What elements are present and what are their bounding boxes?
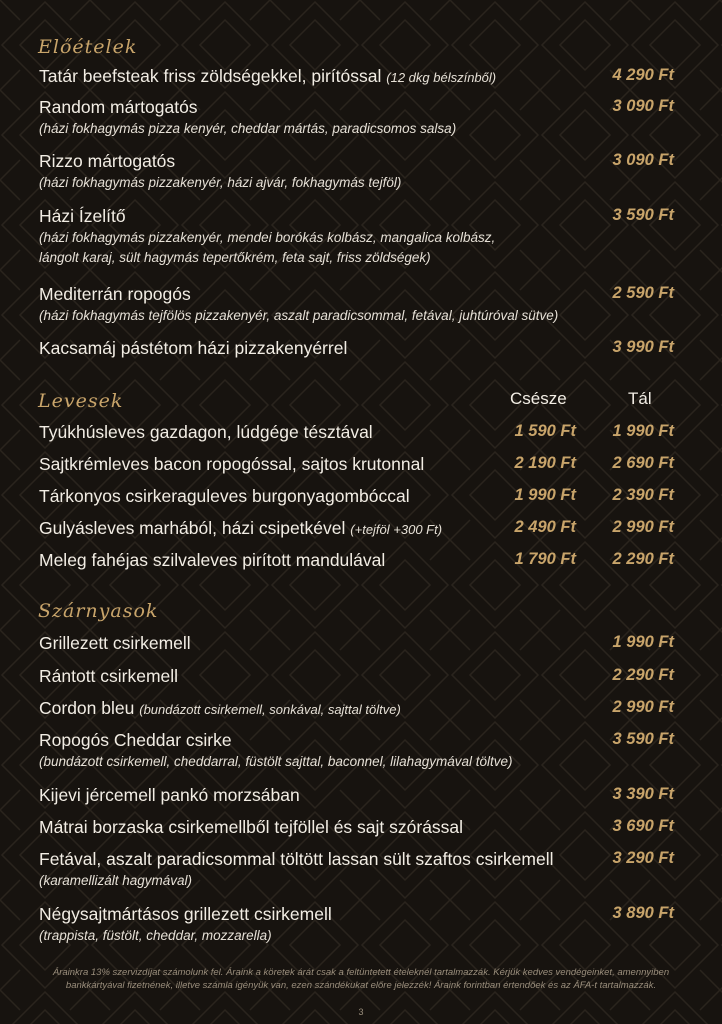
menu-item bbox=[39, 816, 463, 838]
item-name: Meleg fahéjas szilvaleves pirított mandulával bbox=[39, 550, 386, 570]
item-price-bowl: 2 690 Ft bbox=[612, 454, 674, 472]
item-price-cup: 1 590 Ft bbox=[514, 422, 576, 440]
item-note: (+tejföl +300 Ft) bbox=[350, 522, 443, 537]
column-header-cup: Csésze bbox=[510, 389, 567, 408]
item-price: 3 290 Ft bbox=[612, 849, 674, 867]
menu-item bbox=[39, 517, 442, 541]
menu-item bbox=[39, 729, 512, 771]
item-name: Rizzo mártogatós bbox=[39, 151, 176, 171]
item-name: Sajtkrémleves bacon ropogóssal, sajtos krutonnal bbox=[39, 454, 425, 474]
section-title-soups: Levesek bbox=[38, 390, 124, 412]
menu-item bbox=[39, 150, 401, 192]
item-name: Fetával, aszalt paradicsommal töltött lassan sült szaftos csirkemell bbox=[39, 849, 554, 869]
item-note: (bundázott csirkemell, sonkával, sajttal töltve) bbox=[139, 702, 401, 717]
item-price: 3 090 Ft bbox=[612, 97, 674, 115]
item-price: 4 290 Ft bbox=[612, 66, 674, 84]
page-number: 3 bbox=[358, 1007, 364, 1017]
item-description: (házi fokhagymás pizzakenyér, mendei borókás kolbász, mangalica kolbász, bbox=[39, 230, 496, 245]
item-price-cup: 2 490 Ft bbox=[514, 518, 576, 536]
item-description: (trappista, füstölt, cheddar, mozzarella) bbox=[39, 928, 272, 943]
item-price-cup: 2 190 Ft bbox=[514, 454, 576, 472]
item-note: (12 dkg bélszínből) bbox=[386, 70, 497, 85]
item-price-bowl: 2 990 Ft bbox=[612, 518, 674, 536]
item-name: Mátrai borzaska csirkemellből tejföllel és sajt szórással bbox=[39, 817, 464, 837]
menu-item bbox=[39, 421, 373, 443]
item-price: 3 090 Ft bbox=[612, 151, 674, 169]
item-name: Mediterrán ropogós bbox=[39, 284, 191, 304]
section-title-starters: Előételek bbox=[38, 36, 138, 58]
item-price: 2 290 Ft bbox=[612, 666, 674, 684]
item-price-bowl: 2 290 Ft bbox=[612, 550, 674, 568]
item-name: Kijevi jércemell pankó morzsában bbox=[39, 785, 300, 805]
item-description: (karamellizált hagymával) bbox=[39, 873, 193, 888]
item-name: Tatár beefsteak friss zöldségekkel, pirítóssal bbox=[39, 66, 382, 86]
item-description: (bundázott csirkemell, cheddarral, füstölt sajttal, baconnel, lilahagymával töltve) bbox=[39, 754, 513, 769]
item-name: Grillezett csirkemell bbox=[39, 633, 191, 653]
item-description: (házi fokhagymás pizza kenyér, cheddar mártás, paradicsomos salsa) bbox=[39, 121, 457, 136]
item-name: Házi Ízelítő bbox=[39, 206, 126, 226]
item-description: lángolt karaj, sült hagymás tepertőkrém, feta sajt, friss zöldségek) bbox=[39, 250, 431, 265]
item-name: Ropogós Cheddar csirke bbox=[39, 730, 232, 750]
menu-item bbox=[39, 96, 456, 138]
menu-item bbox=[39, 697, 401, 721]
item-price: 3 390 Ft bbox=[612, 785, 674, 803]
item-price-cup: 1 790 Ft bbox=[514, 550, 576, 568]
item-price-cup: 1 990 Ft bbox=[514, 486, 576, 504]
item-name: Cordon bleu bbox=[39, 698, 135, 718]
item-price: 2 590 Ft bbox=[612, 284, 674, 302]
item-name: Négysajtmártásos grillezett csirkemell bbox=[39, 904, 332, 924]
menu-item bbox=[39, 453, 424, 475]
menu-item bbox=[39, 665, 178, 687]
menu-item bbox=[39, 283, 558, 325]
menu-item bbox=[39, 784, 300, 806]
item-name: Random mártogatós bbox=[39, 97, 198, 117]
menu-item bbox=[39, 848, 554, 890]
menu-item bbox=[39, 337, 347, 359]
footer-line: Árainkra 13% szervizdíjat számolunk fel. Áraink a köretek árát csak a feltüntetett ételeknél tartalmazzák. Kérjük kedves vendégeinket, amennyiben bbox=[52, 967, 670, 978]
item-price: 3 990 Ft bbox=[612, 338, 674, 356]
item-name: Tyúkhúsleves gazdagon, lúdgége tésztával bbox=[39, 422, 373, 442]
item-name: Kacsamáj pástétom házi pizzakenyérrel bbox=[39, 338, 348, 358]
item-name: Tárkonyos csirkeraguleves burgonyagombóccal bbox=[39, 486, 410, 506]
menu-item bbox=[39, 485, 410, 507]
item-price: 3 890 Ft bbox=[612, 904, 674, 922]
item-price: 3 690 Ft bbox=[612, 817, 674, 835]
item-price: 1 990 Ft bbox=[612, 633, 674, 651]
item-description: (házi fokhagymás tejfölös pizzakenyér, aszalt paradicsommal, fetával, juhtúróval sütve) bbox=[39, 308, 559, 323]
item-price: 3 590 Ft bbox=[612, 206, 674, 224]
menu-item bbox=[39, 632, 191, 654]
item-name: Gulyásleves marhából, házi csipetkével bbox=[39, 518, 346, 538]
item-name: Rántott csirkemell bbox=[39, 666, 179, 686]
column-header-bowl: Tál bbox=[628, 389, 652, 408]
footer-note bbox=[20, 966, 702, 992]
menu-item bbox=[39, 205, 495, 267]
item-price-bowl: 1 990 Ft bbox=[612, 422, 674, 440]
item-price: 3 590 Ft bbox=[612, 730, 674, 748]
menu-item bbox=[39, 549, 385, 571]
item-description: (házi fokhagymás pizzakenyér, házi ajvár, fokhagymás tejföl) bbox=[39, 175, 402, 190]
item-price: 2 990 Ft bbox=[612, 698, 674, 716]
menu-item bbox=[39, 65, 496, 89]
footer-line: bankkártyával fizetnének, illetve számla igényük van, ezen szándékukat előre jelezzék! Áraink forintban értendőek és az ÁFA-t tartalmazzák. bbox=[65, 980, 657, 991]
menu-item bbox=[39, 903, 332, 945]
item-price-bowl: 2 390 Ft bbox=[612, 486, 674, 504]
section-title-poultry: Szárnyasok bbox=[38, 600, 159, 622]
